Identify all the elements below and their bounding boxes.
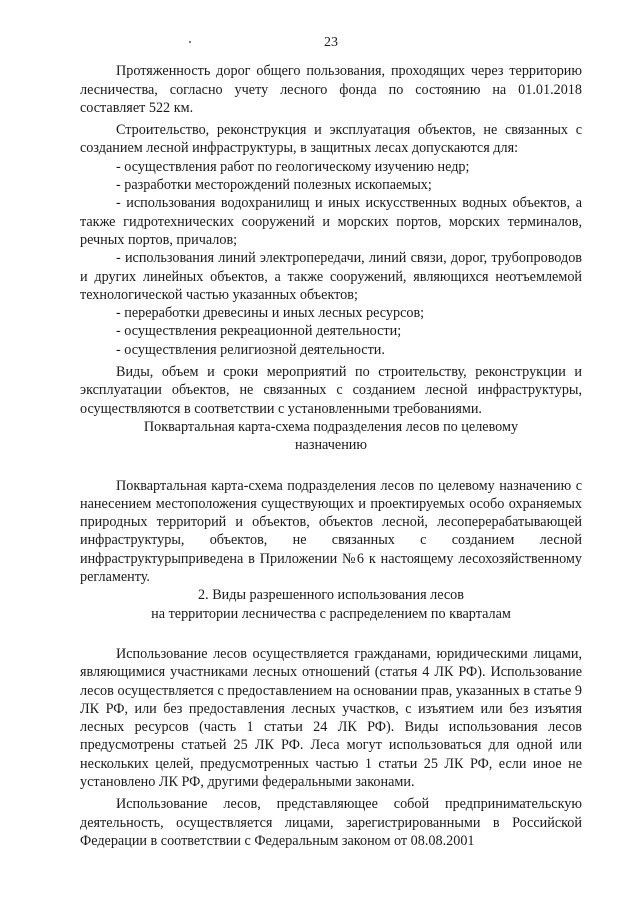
list-item-water-objects: - использования водохранилищ и иных искусственных водных объектов, а также гидротехнических сооружений и морских портов, морских терминалов, речных портов, причалов;: [80, 195, 582, 248]
paragraph-entrepreneurial-use: Использование лесов, представляющее собой предпринимательскую деятельность, осуществляется лицами, зарегистрированными в Российской Федерации в соответствии с Федеральным законом от 08.08.2001: [80, 796, 582, 849]
paragraph-map-scheme: Поквартальная карта-схема подразделения лесов по целевому назначению с нанесением местоположения существующих и проектируемых особо охраняемых природных территорий и объектов, объектов лесной, лесоперерабатывающей инфраструктуры, объектов, не связанных с созданием лесной инфраструктурыприведена в Приложении №6 к настоящему лесохозяйственному регламенту.: [80, 477, 582, 586]
document-page: [80, 34, 582, 850]
paragraph-construction-requirements: Виды, объем и сроки мероприятий по строительству, реконструкции и эксплуатации объектов, не связанных с созданием лесной инфраструктуры, осуществляются в соответствии с установленными требованиями.: [80, 364, 582, 417]
list-item-geology: - осуществления работ по геологическому изучению недр;: [116, 158, 470, 175]
section-heading-map-scheme: [80, 418, 582, 455]
list-item-mining: - разработки месторождений полезных ископаемых;: [116, 177, 432, 194]
heading-line: Поквартальная карта-схема подразделения лесов по целевому: [143, 418, 519, 435]
list-item-wood-processing: - переработки древесины и иных лесных ресурсов;: [116, 305, 425, 322]
list-item-religion: - осуществления религиозной деятельности.: [116, 341, 385, 358]
list-item-linear-objects: - использования линий электропередачи, линий связи, дорог, трубопроводов и других линейных объектов, а также сооружений, являющихся неотъемлемой технологической частью указанных объектов;: [80, 250, 582, 303]
section-heading-forest-use-types: [80, 586, 582, 623]
heading-line: на территории лесничества с распределением по кварталам: [151, 605, 511, 622]
list-item-recreation: - осуществления рекреационной деятельности;: [116, 323, 402, 340]
page-number: 23: [324, 35, 338, 50]
paragraph-construction-intro: Строительство, реконструкция и эксплуатация объектов, не связанных с созданием лесной инфраструктуры, в защитных лесах допускаются для:: [80, 122, 582, 157]
paragraph-forest-use: Использование лесов осуществляется гражданами, юридическими лицами, являющимися участниками лесных отношений (статья 4 ЛК РФ). Использование лесов осуществляется с предоставлением на основании прав, указанных в статье 9 ЛК РФ, или без предоставления лесных участков, с изъятием или без изъятия лесных ресурсов (часть 1 статьи 24 ЛК РФ). Виды использования лесов предусмотрены статьей 25 ЛК РФ. Леса могут использоваться для одной или нескольких целей, предусмотренных частью 1 статьи 25 ЛК РФ, если иное не установлено ЛК РФ, другими федеральными законами.: [80, 645, 582, 790]
heading-line: назначению: [294, 437, 368, 454]
paragraph-roads-length: Протяженность дорог общего пользования, проходящих через территорию лесничества, согласно учету лесного фонда по состоянию на 01.01.2018 составляет 522 км.: [80, 63, 582, 116]
heading-line: 2. Виды разрешенного использования лесов: [198, 587, 464, 604]
